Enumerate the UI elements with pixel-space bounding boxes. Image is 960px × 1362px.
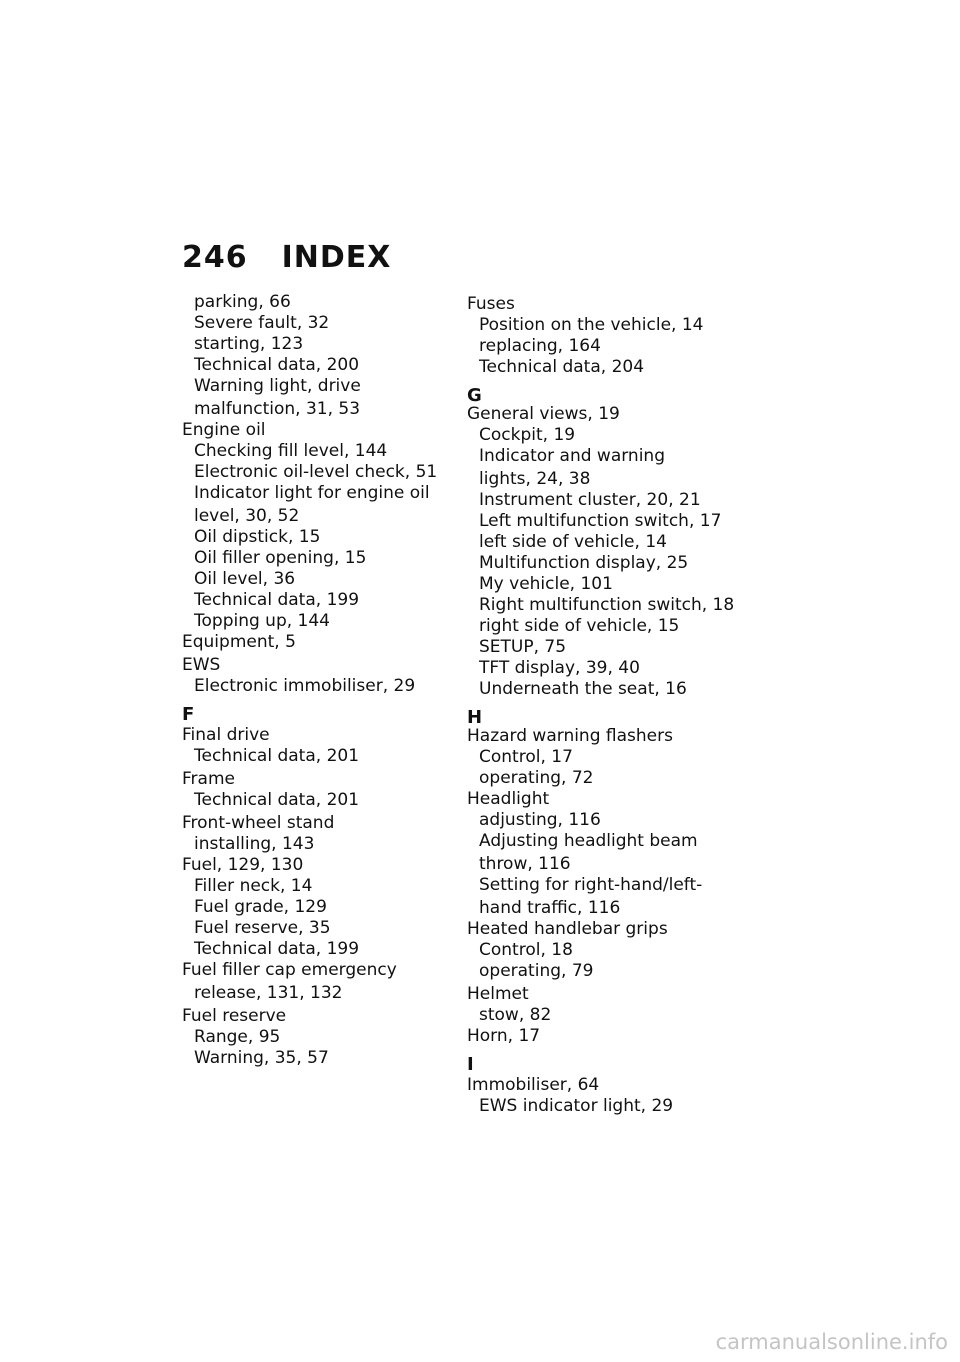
- index-entry: Final drive: [182, 725, 270, 745]
- index-subentry: Control, 18: [479, 940, 573, 960]
- index-subentry: Technical data, 201: [194, 790, 360, 810]
- index-subentry: malfunction, 31, 53: [194, 399, 361, 419]
- index-subentry: operating, 79: [479, 961, 594, 981]
- index-entry: Fuel filler cap emergency: [182, 960, 397, 980]
- index-subentry: My vehicle, 101: [479, 574, 613, 594]
- index-entry: Hazard warning flashers: [467, 726, 673, 746]
- index-subentry: throw, 116: [479, 854, 571, 874]
- index-subentry: TFT display, 39, 40: [479, 658, 640, 678]
- index-subentry: stow, 82: [479, 1005, 552, 1025]
- index-entry: Fuel reserve: [182, 1006, 287, 1026]
- index-subentry: Filler neck, 14: [194, 876, 313, 896]
- index-subentry: Oil level, 36: [194, 569, 296, 589]
- index-entry: Front-wheel stand: [182, 813, 335, 833]
- index-subentry: left side of vehicle, 14: [479, 532, 667, 552]
- index-subentry: Technical data, 204: [479, 357, 645, 377]
- index-subentry: replacing, 164: [479, 336, 601, 356]
- index-subentry: starting, 123: [194, 334, 304, 354]
- index-entry: Fuses: [467, 294, 515, 314]
- index-subentry: Indicator and warning: [479, 446, 665, 466]
- index-subentry: Oil dipstick, 15: [194, 527, 321, 547]
- index-subentry: Electronic oil-level check, 51: [194, 462, 438, 482]
- index-subentry: hand traffic, 116: [479, 898, 621, 918]
- index-subentry: lights, 24, 38: [479, 469, 591, 489]
- watermark: carmanualsonline.info: [715, 1330, 948, 1354]
- page-number: 246: [182, 240, 248, 275]
- index-subentry: installing, 143: [194, 834, 315, 854]
- index-subentry: Multifunction display, 25: [479, 553, 689, 573]
- index-subentry: level, 30, 52: [194, 506, 300, 526]
- index-entry: Immobiliser, 64: [467, 1075, 600, 1095]
- index-subentry: Oil filler opening, 15: [194, 548, 367, 568]
- index-subentry: Adjusting headlight beam: [479, 831, 698, 851]
- index-subentry: release, 131, 132: [194, 983, 343, 1003]
- index-subentry: Warning, 35, 57: [194, 1048, 329, 1068]
- index-subentry: Control, 17: [479, 747, 573, 767]
- index-entry: Heated handlebar grips: [467, 919, 668, 939]
- index-subentry: parking, 66: [194, 292, 291, 312]
- index-entry: Fuel, 129, 130: [182, 855, 304, 875]
- index-entry: Headlight: [467, 789, 550, 809]
- index-subentry: Fuel reserve, 35: [194, 918, 331, 938]
- index-entry: EWS: [182, 655, 221, 675]
- index-subentry: right side of vehicle, 15: [479, 616, 680, 636]
- index-entry: Engine oil: [182, 420, 266, 440]
- index-subentry: Left multifunction switch, 17: [479, 511, 722, 531]
- index-letter-heading: F: [182, 704, 195, 725]
- index-subentry: EWS indicator light, 29: [479, 1096, 674, 1116]
- index-subentry: Warning light, drive: [194, 376, 361, 396]
- index-entry: Frame: [182, 769, 235, 789]
- index-subentry: Topping up, 144: [194, 611, 330, 631]
- index-subentry: Range, 95: [194, 1027, 281, 1047]
- index-letter-heading: H: [467, 707, 483, 728]
- index-subentry: Right multifunction switch, 18: [479, 595, 735, 615]
- index-subentry: Electronic immobiliser, 29: [194, 676, 416, 696]
- index-subentry: operating, 72: [479, 768, 594, 788]
- index-subentry: Setting for right-hand/left-: [479, 875, 703, 895]
- index-entry: Horn, 17: [467, 1026, 541, 1046]
- index-subentry: adjusting, 116: [479, 810, 601, 830]
- index-subentry: Fuel grade, 129: [194, 897, 327, 917]
- page-header: [182, 240, 391, 275]
- index-subentry: Severe fault, 32: [194, 313, 330, 333]
- index-subentry: Technical data, 199: [194, 590, 360, 610]
- index-subentry: Checking fill level, 144: [194, 441, 388, 461]
- index-entry: Equipment, 5: [182, 632, 296, 652]
- index-subentry: Instrument cluster, 20, 21: [479, 490, 701, 510]
- index-subentry: Cockpit, 19: [479, 425, 576, 445]
- index-letter-heading: G: [467, 385, 482, 406]
- index-subentry: Technical data, 201: [194, 746, 360, 766]
- index-subentry: Indicator light for engine oil: [194, 483, 430, 503]
- index-column-right: [467, 292, 767, 1117]
- index-subentry: SETUP, 75: [479, 637, 567, 657]
- index-subentry: Underneath the seat, 16: [479, 679, 687, 699]
- page-title: INDEX: [281, 240, 392, 275]
- index-column-left: [182, 292, 442, 1069]
- index-entry: Helmet: [467, 984, 529, 1004]
- index-letter-heading: I: [467, 1054, 474, 1075]
- index-entry: General views, 19: [467, 404, 620, 424]
- index-subentry: Technical data, 200: [194, 355, 360, 375]
- index-subentry: Position on the vehicle, 14: [479, 315, 704, 335]
- index-subentry: Technical data, 199: [194, 939, 360, 959]
